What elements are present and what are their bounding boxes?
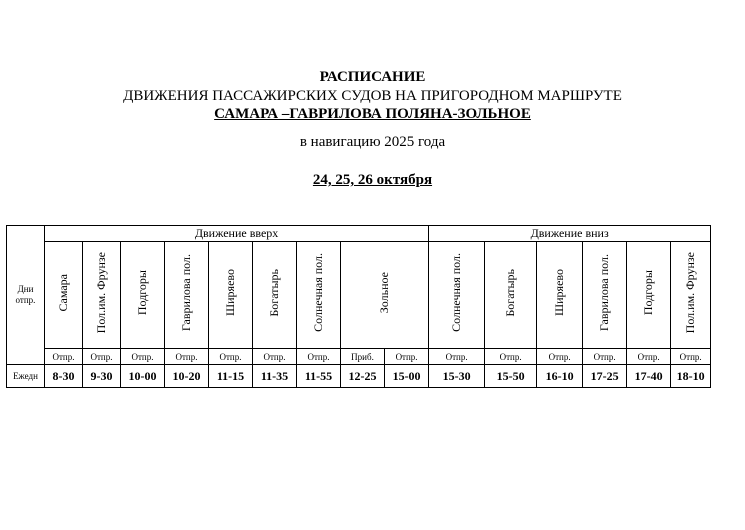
label-cell: Отпр. [627,349,671,365]
time-cell: 11-35 [253,365,297,388]
station-down-shiryaevo: Ширяево [537,242,583,349]
label-cell: Отпр. [165,349,209,365]
station-up-shiryaevo: Ширяево [209,242,253,349]
table-row [7,365,711,388]
label-cell: Отпр. [671,349,711,365]
label-cell: Отпр. [83,349,121,365]
station-down-solnechnaya: Солнечная пол. [429,242,485,349]
time-cell: 11-55 [297,365,341,388]
station-up-samara: Самара [45,242,83,349]
navigation-year: в навигацию 2025 года [299,134,446,150]
schedule-subtitle: ДВИЖЕНИЯ ПАССАЖИРСКИХ СУДОВ НА ПРИГОРОДНОМ МАРШРУТЕ [123,88,622,104]
station-down-gavrilova: Гаврилова пол. [583,242,627,349]
label-cell: Отпр. [253,349,297,365]
schedule-dates: 24, 25, 26 октября [312,172,433,188]
label-cell: Приб. [341,349,385,365]
station-down-frunze: Пол.им. Фрунзе [671,242,711,349]
station-up-podgory: Подгоры [121,242,165,349]
down-direction-header: Движение вниз [429,226,711,242]
row-label: Ежедн [7,365,45,388]
schedule-table [6,225,711,388]
station-down-bogatyr: Богатырь [485,242,537,349]
label-cell: Отпр. [385,349,429,365]
time-cell: 12-25 [341,365,385,388]
up-direction-header: Движение вверх [45,226,429,242]
label-cell: Отпр. [485,349,537,365]
station-down-podgory: Подгоры [627,242,671,349]
days-header: Дни отпр. [7,226,45,365]
station-up-frunze: Пол.им. Фрунзе [83,242,121,349]
time-cell: 8-30 [45,365,83,388]
label-cell: Отпр. [429,349,485,365]
time-cell: 9-30 [83,365,121,388]
label-cell: Отпр. [583,349,627,365]
station-up-gavrilova: Гаврилова пол. [165,242,209,349]
station-up-solnechnaya: Солнечная пол. [297,242,341,349]
time-cell: 17-40 [627,365,671,388]
label-cell: Отпр. [297,349,341,365]
station-up-zolnoe: Зольное [341,242,429,349]
time-cell: 16-10 [537,365,583,388]
label-cell: Отпр. [209,349,253,365]
time-cell: 10-00 [121,365,165,388]
label-cell: Отпр. [537,349,583,365]
schedule-title: РАСПИСАНИЕ [319,69,426,85]
time-cell: 11-15 [209,365,253,388]
time-cell: 15-30 [429,365,485,388]
time-cell: 17-25 [583,365,627,388]
time-cell: 18-10 [671,365,711,388]
time-cell: 10-20 [165,365,209,388]
label-cell: Отпр. [121,349,165,365]
route-name: САМАРА –ГАВРИЛОВА ПОЛЯНА-ЗОЛЬНОЕ [214,106,531,122]
label-cell: Отпр. [45,349,83,365]
time-cell: 15-00 [385,365,429,388]
station-up-bogatyr: Богатырь [253,242,297,349]
time-cell: 15-50 [485,365,537,388]
